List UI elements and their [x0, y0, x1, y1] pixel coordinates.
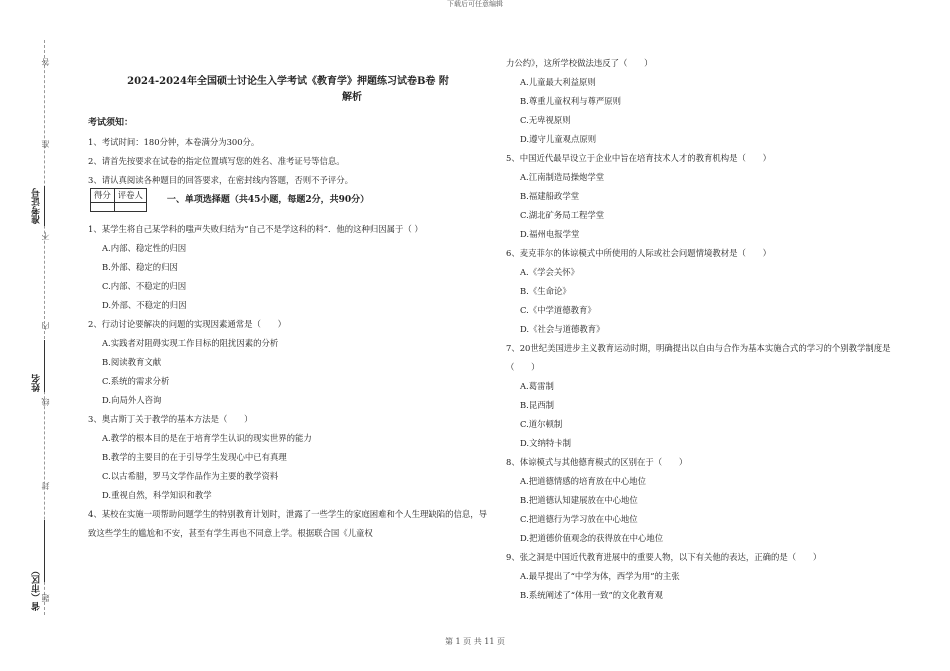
- answer-option[interactable]: D.重视自然，科学知识和教学: [102, 490, 212, 500]
- right-column: [506, 54, 918, 605]
- binding-seal-label: 封: [41, 482, 50, 490]
- answer-option[interactable]: C.系统的需求分析: [102, 376, 170, 386]
- answer-option[interactable]: B.昆西制: [520, 400, 554, 410]
- answer-option[interactable]: B.福建船政学堂: [520, 191, 580, 201]
- question-stem: 5、中国近代最早设立于企业中旨在培育技术人才的教育机构是（ ）: [506, 153, 771, 163]
- grader-header: 评卷人: [114, 189, 146, 203]
- title-line-1: 2024-2024年全国硕士讨论生入学考试《教育学》押题练习试卷B卷 附: [127, 76, 449, 87]
- answer-option[interactable]: D.《社会与道德教育》: [520, 324, 605, 334]
- section-heading: 一、单项选择题（共45小题，每题2分，共90分）: [166, 194, 370, 205]
- question-stem: 8、体谅模式与其他德育模式的区别在于（ ）: [506, 457, 688, 467]
- answer-option[interactable]: D.把道德价值观念的获得放在中心地位: [520, 533, 664, 543]
- answer-option[interactable]: C.《中学道德教育》: [520, 305, 596, 315]
- answer-option[interactable]: A.儿童最大利益原则: [520, 77, 596, 87]
- notice-item: 2、请首先按要求在试卷的指定位置填写您的姓名、准考证号等信息。: [88, 156, 345, 166]
- notice-heading: 考试须知：: [88, 118, 134, 128]
- left-column: [88, 74, 488, 543]
- answer-option[interactable]: A.实践者对阻碍实现工作目标的阻扰因素的分析: [102, 338, 279, 348]
- answer-option[interactable]: D.福州电报学堂: [520, 229, 580, 239]
- score-box: [90, 188, 147, 212]
- notice-item: 1、考试时间：180分钟，本卷满分为300分。: [88, 137, 260, 147]
- answer-option[interactable]: D.遵守儿童观点原则: [520, 134, 597, 144]
- title-line-2: 解析: [342, 92, 362, 103]
- answer-option[interactable]: A.葛雷制: [520, 381, 554, 391]
- question-8: [506, 453, 918, 548]
- answer-option[interactable]: D.文纳特卡制: [520, 438, 571, 448]
- page-footer: 第 1 页 共 11 页: [445, 637, 505, 646]
- answer-option[interactable]: C.湖北矿务局工程学堂: [520, 210, 605, 220]
- answer-option[interactable]: A.江南制造局操炮学堂: [520, 172, 605, 182]
- question-6: [506, 244, 918, 339]
- question-1: [88, 220, 488, 315]
- question-stem: 6、麦克菲尔的体谅模式中所使用的人际或社会问题情境教材是（ ）: [506, 248, 771, 258]
- name-blank[interactable]: [44, 340, 45, 392]
- binding-strip: [0, 0, 70, 671]
- grader-cell[interactable]: [114, 203, 146, 212]
- answer-option[interactable]: B.把道德认知建展放在中心地位: [520, 495, 638, 505]
- binding-inner-label: 内: [41, 322, 50, 330]
- binding-must-label: 准: [41, 140, 50, 148]
- question-stem: 2、行动讨论要解决的问题的实现因素通常是（ ）: [88, 319, 286, 329]
- answer-option[interactable]: D.向局外人咨询: [102, 395, 162, 405]
- answer-option[interactable]: B.系统阐述了“体用一致”的文化教育观: [520, 590, 664, 600]
- question-stem: 4、某校在实施一项帮助问题学生的特别教育计划时，泄露了一些学生的家庭困难和个人生理缺陷的信息，导致这些学生的尴尬和不安，甚至有学生再也不同意上学。根据联合国《儿童权: [88, 509, 487, 538]
- binding-answer-label: 答: [41, 58, 50, 66]
- question-stem: 1、某学生将自己某学科的嗤声失败归结为“自己不是学这科的料”．他的这种归因属于（ ）: [88, 224, 423, 234]
- question-stem-continued: 力公约》，这所学校做法违反了（ ）: [506, 58, 653, 68]
- answer-option[interactable]: B.《生命论》: [520, 286, 571, 296]
- answer-option[interactable]: A.《学会关怀》: [520, 267, 579, 277]
- answer-option[interactable]: D.外部、不稳定的归因: [102, 300, 187, 310]
- ticket-number-blank[interactable]: [44, 186, 45, 226]
- answer-option[interactable]: C.道尔顿制: [520, 419, 563, 429]
- region-blank[interactable]: [44, 520, 45, 582]
- question-5: [506, 149, 918, 244]
- score-row: [88, 190, 488, 210]
- question-7: [506, 339, 918, 453]
- question-2: [88, 315, 488, 410]
- notice-item: 3、请认真阅读各种题目的回答要求，在密封线内答题，否则不予评分。: [88, 175, 353, 185]
- question-stem: 7、20世纪美国进步主义教育运动时期，明确提出以自由与合作为基本实施合式的学习的个别教学制度是（ ）: [506, 343, 891, 372]
- question-stem: 3、奥古斯丁关于教学的基本方法是（ ）: [88, 414, 253, 424]
- answer-option[interactable]: C.把道德行为学习放在中心地位: [520, 514, 638, 524]
- binding-not-label: 不: [41, 232, 50, 240]
- question-4: [88, 505, 488, 543]
- ticket-number-label: 准考证号: [32, 188, 42, 224]
- header-note: 下载后可任意编辑: [447, 0, 503, 8]
- question-3: [88, 410, 488, 505]
- answer-option[interactable]: B.阅读教育文献: [102, 357, 162, 367]
- answer-option[interactable]: A.教学的根本目的是在于培育学生认识的现实世界的能力: [102, 433, 312, 443]
- name-label: 姓名: [32, 374, 42, 392]
- answer-option[interactable]: A.内部、稳定性的归因: [102, 243, 187, 253]
- answer-option[interactable]: C.内部、不稳定的归因: [102, 281, 187, 291]
- score-header: 得分: [91, 189, 115, 203]
- region-label: 省（市区）: [32, 566, 42, 611]
- answer-option[interactable]: C.以古希腊，罗马文学作品作为主要的教学资料: [102, 471, 279, 481]
- question-9: [506, 548, 918, 605]
- binding-sheet-label: 题: [41, 594, 50, 602]
- answer-option[interactable]: A.把道德情感的培育放在中心地位: [520, 476, 646, 486]
- answer-option[interactable]: A.最早提出了“中学为体，西学为用”的主张: [520, 571, 680, 581]
- question-4-continued: [506, 54, 918, 149]
- question-stem: 9、张之洞是中国近代教育进展中的重要人物，以下有关他的表达，正确的是（ ）: [506, 552, 822, 562]
- answer-option[interactable]: B.尊重儿童权利与尊严原则: [520, 96, 621, 106]
- answer-option[interactable]: B.教学的主要目的在于引导学生发现心中已有真理: [102, 452, 287, 462]
- score-cell[interactable]: [91, 203, 115, 212]
- answer-option[interactable]: C.无卑视原则: [520, 115, 571, 125]
- answer-option[interactable]: B.外部、稳定的归因: [102, 262, 178, 272]
- page-title: [88, 74, 488, 106]
- binding-line-label: 线: [41, 398, 50, 406]
